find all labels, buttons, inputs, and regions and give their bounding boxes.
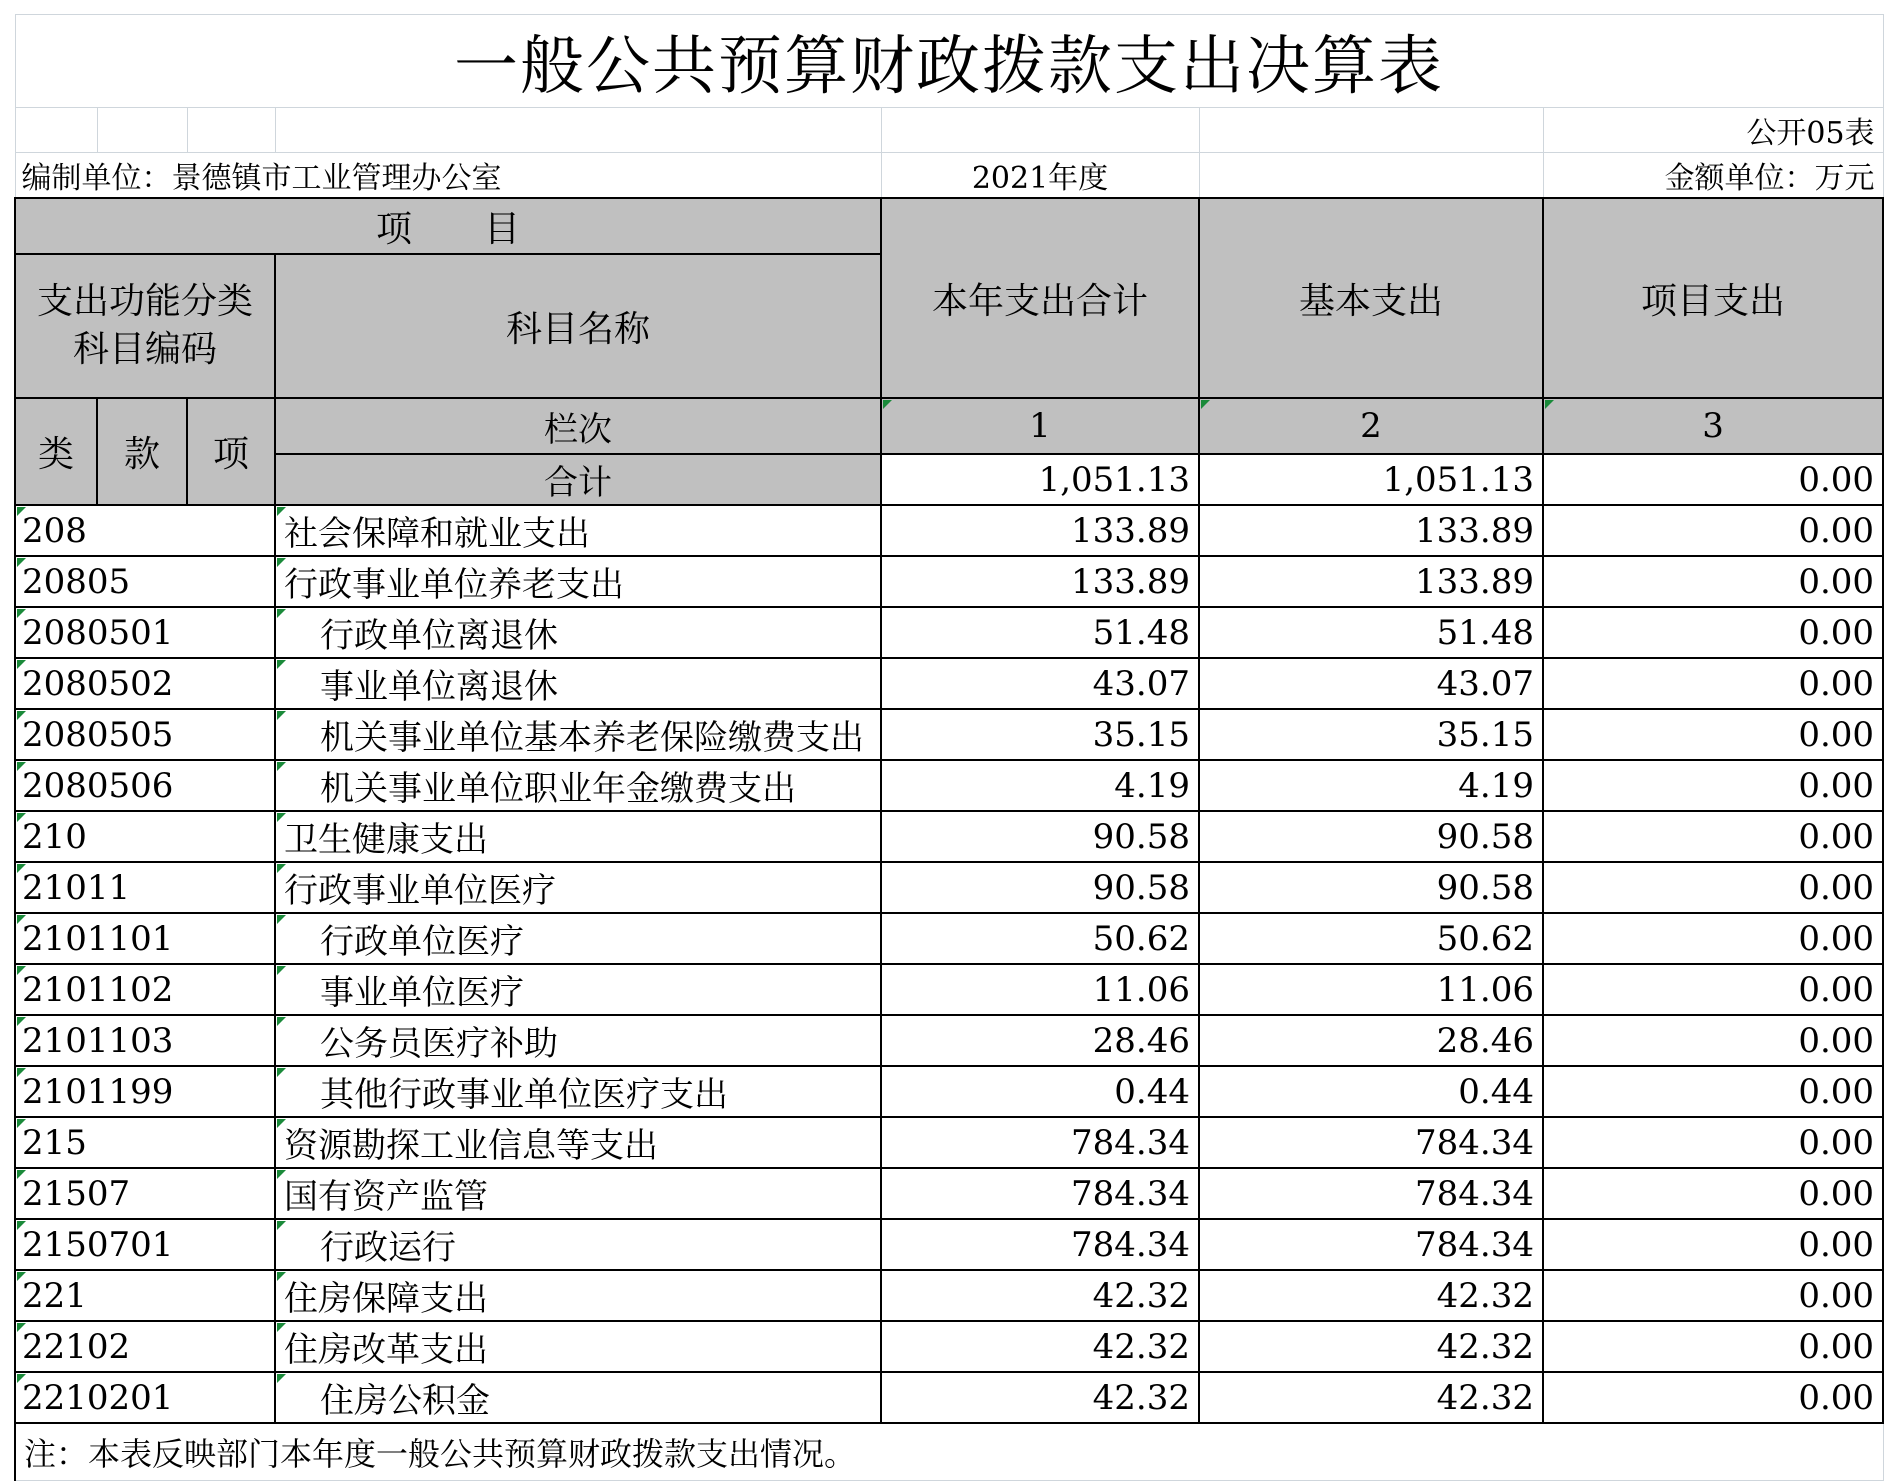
row-basic: 11.06 (1199, 964, 1543, 1015)
table-title: 一般公共预算财政拨款支出决算表 (15, 15, 1883, 108)
row-code: 2101101 (15, 913, 275, 964)
row-name: 社会保障和就业支出 (275, 505, 881, 556)
table-row (15, 1168, 1883, 1219)
row-total: 42.32 (881, 1321, 1199, 1372)
empty-cell (1199, 108, 1543, 153)
row-code: 2210201 (15, 1372, 275, 1423)
row-name: 行政单位医疗 (275, 913, 881, 964)
row-name: 行政运行 (275, 1219, 881, 1270)
row-basic: 133.89 (1199, 556, 1543, 607)
header-code-line2: 科目编码 (72, 329, 217, 370)
row-name: 机关事业单位职业年金缴费支出 (275, 760, 881, 811)
row-total: 42.32 (881, 1372, 1199, 1423)
header-code-line1: 支出功能分类 (36, 281, 253, 322)
row-project: 0.00 (1543, 556, 1883, 607)
row-code: 22102 (15, 1321, 275, 1372)
empty-cell (187, 108, 275, 153)
row-code: 21507 (15, 1168, 275, 1219)
row-name: 住房改革支出 (275, 1321, 881, 1372)
row-basic: 784.34 (1199, 1219, 1543, 1270)
row-total: 0.44 (881, 1066, 1199, 1117)
row-name: 国有资产监管 (275, 1168, 881, 1219)
empty-cell (275, 108, 881, 153)
row-project: 0.00 (1543, 1117, 1883, 1168)
row-total: 784.34 (881, 1117, 1199, 1168)
row-basic: 4.19 (1199, 760, 1543, 811)
row-code: 21011 (15, 862, 275, 913)
table-row (15, 658, 1883, 709)
empty-cell (97, 108, 187, 153)
row-total: 90.58 (881, 862, 1199, 913)
row-code: 215 (15, 1117, 275, 1168)
row-total: 43.07 (881, 658, 1199, 709)
row-basic: 28.46 (1199, 1015, 1543, 1066)
row-total: 50.62 (881, 913, 1199, 964)
row-project: 0.00 (1543, 1066, 1883, 1117)
row-name: 事业单位离退休 (275, 658, 881, 709)
table-row (15, 811, 1883, 862)
header-project: 项 目 (15, 198, 881, 254)
row-basic: 133.89 (1199, 505, 1543, 556)
table-row (15, 607, 1883, 658)
row-name: 住房保障支出 (275, 1270, 881, 1321)
row-project: 0.00 (1543, 1219, 1883, 1270)
row-project: 0.00 (1543, 1168, 1883, 1219)
row-name: 行政事业单位医疗 (275, 862, 881, 913)
row-code: 208 (15, 505, 275, 556)
organization: 编制单位：景德镇市工业管理办公室 (15, 153, 881, 199)
table-row (15, 1015, 1883, 1066)
row-project: 0.00 (1543, 1372, 1883, 1423)
row-project: 0.00 (1543, 1321, 1883, 1372)
empty-cell (881, 108, 1199, 153)
row-name: 行政事业单位养老支出 (275, 556, 881, 607)
row-project: 0.00 (1543, 811, 1883, 862)
table-row (15, 1321, 1883, 1372)
header-total: 本年支出合计 (881, 198, 1199, 398)
header-basic: 基本支出 (1199, 198, 1543, 398)
header-kuan: 款 (97, 398, 187, 505)
row-code: 2080506 (15, 760, 275, 811)
budget-table (14, 14, 1884, 1481)
row-total: 784.34 (881, 1168, 1199, 1219)
row-total: 42.32 (881, 1270, 1199, 1321)
row-name: 公务员医疗补助 (275, 1015, 881, 1066)
row-project: 0.00 (1543, 862, 1883, 913)
row-project: 0.00 (1543, 709, 1883, 760)
row-basic: 784.34 (1199, 1117, 1543, 1168)
header-code (15, 254, 275, 398)
amount-unit: 金额单位：万元 (1543, 153, 1883, 199)
row-project: 0.00 (1543, 658, 1883, 709)
header-lei: 类 (15, 398, 97, 505)
row-code: 2150701 (15, 1219, 275, 1270)
row-total: 51.48 (881, 607, 1199, 658)
row-basic: 0.44 (1199, 1066, 1543, 1117)
table-row (15, 964, 1883, 1015)
fiscal-year: 2021年度 (881, 153, 1199, 199)
table-row (15, 556, 1883, 607)
row-basic: 784.34 (1199, 1168, 1543, 1219)
row-total: 90.58 (881, 811, 1199, 862)
row-code: 2080502 (15, 658, 275, 709)
row-code: 20805 (15, 556, 275, 607)
table-row (15, 1270, 1883, 1321)
row-code: 221 (15, 1270, 275, 1321)
header-project-expense: 项目支出 (1543, 198, 1883, 398)
row-code: 2101199 (15, 1066, 275, 1117)
header-lanci: 栏次 (275, 398, 881, 454)
row-basic: 50.62 (1199, 913, 1543, 964)
row-basic: 42.32 (1199, 1321, 1543, 1372)
table-row (15, 760, 1883, 811)
row-code: 2080501 (15, 607, 275, 658)
row-total: 35.15 (881, 709, 1199, 760)
row-project: 0.00 (1543, 964, 1883, 1015)
row-name: 机关事业单位基本养老保险缴费支出 (275, 709, 881, 760)
total-basic: 1,051.13 (1199, 454, 1543, 505)
table-note: 注：本表反映部门本年度一般公共预算财政拨款支出情况。 (15, 1423, 1883, 1481)
row-total: 133.89 (881, 556, 1199, 607)
row-code: 2080505 (15, 709, 275, 760)
row-project: 0.00 (1543, 913, 1883, 964)
row-basic: 43.07 (1199, 658, 1543, 709)
row-name: 事业单位医疗 (275, 964, 881, 1015)
row-project: 0.00 (1543, 760, 1883, 811)
form-number: 公开05表 (1543, 108, 1883, 153)
row-basic: 51.48 (1199, 607, 1543, 658)
table-row (15, 1066, 1883, 1117)
total-project: 0.00 (1543, 454, 1883, 505)
table-row (15, 1117, 1883, 1168)
total-label: 合计 (275, 454, 881, 505)
table-row (15, 1372, 1883, 1423)
row-basic: 35.15 (1199, 709, 1543, 760)
row-basic: 90.58 (1199, 811, 1543, 862)
row-project: 0.00 (1543, 607, 1883, 658)
empty-cell (15, 108, 97, 153)
row-basic: 42.32 (1199, 1372, 1543, 1423)
row-basic: 42.32 (1199, 1270, 1543, 1321)
table-row (15, 1219, 1883, 1270)
column-index-2: 2 (1199, 398, 1543, 454)
row-name: 其他行政事业单位医疗支出 (275, 1066, 881, 1117)
row-total: 133.89 (881, 505, 1199, 556)
table-row (15, 505, 1883, 556)
header-subject-name: 科目名称 (275, 254, 881, 398)
row-total: 28.46 (881, 1015, 1199, 1066)
spreadsheet (14, 14, 1882, 1481)
row-project: 0.00 (1543, 1270, 1883, 1321)
row-code: 2101103 (15, 1015, 275, 1066)
row-name: 住房公积金 (275, 1372, 881, 1423)
row-name: 资源勘探工业信息等支出 (275, 1117, 881, 1168)
table-row (15, 913, 1883, 964)
column-index-1: 1 (881, 398, 1199, 454)
row-total: 11.06 (881, 964, 1199, 1015)
row-code: 210 (15, 811, 275, 862)
table-row (15, 709, 1883, 760)
row-basic: 90.58 (1199, 862, 1543, 913)
row-name: 行政单位离退休 (275, 607, 881, 658)
row-code: 2101102 (15, 964, 275, 1015)
table-row (15, 862, 1883, 913)
row-total: 4.19 (881, 760, 1199, 811)
header-xiang: 项 (187, 398, 275, 505)
row-project: 0.00 (1543, 505, 1883, 556)
row-total: 784.34 (881, 1219, 1199, 1270)
column-index-3: 3 (1543, 398, 1883, 454)
row-name: 卫生健康支出 (275, 811, 881, 862)
empty-cell (1199, 153, 1543, 199)
total-sum: 1,051.13 (881, 454, 1199, 505)
row-project: 0.00 (1543, 1015, 1883, 1066)
